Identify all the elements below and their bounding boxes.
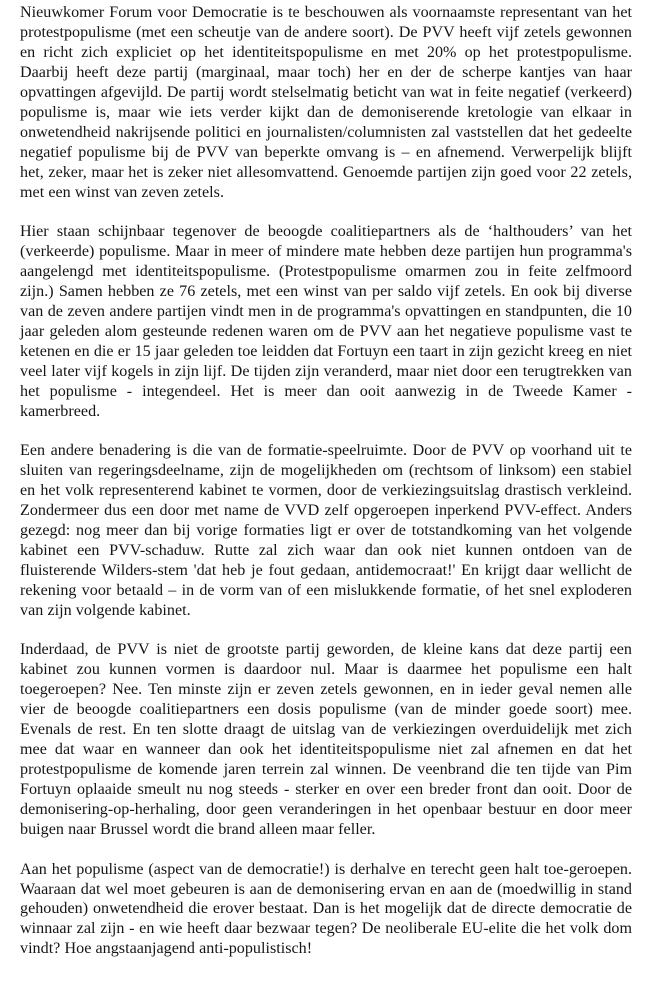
article-body bbox=[20, 3, 632, 959]
paragraph: Hier staan schijnbaar tegenover de beoogde coalitiepartners als de ‘halthouders’ van het (verkeerde) populisme. Maar in meer of mindere mate hebben deze partijen hun programma's aangelengd met identiteitspopulisme. (Protestpopulisme omarmen zou in feite zelfmoord zijn.) Samen hebben ze 76 zetels, met een winst van per saldo vijf zetels. En ook bij diverse van de zeven andere partijen vindt men in de programma's opvattingen en standpunten, die 10 jaar geleden alom gesteunde redenen waren om de PVV aan het negatieve populisme vast te ketenen en die er 15 jaar geleden toe leidden dat Fortuyn een taart in zijn gezicht kreeg en niet veel later vijf kogels in zijn lijf. De tijden zijn veranderd, maar niet door een terugtrekken van het populisme - integendeel. Het is meer dan ooit aanwezig in de Tweede Kamer - kamerbreed. bbox=[20, 223, 632, 420]
paragraph: Inderdaad, de PVV is niet de grootste partij geworden, de kleine kans dat deze partij een kabinet zou kunnen vormen is daardoor nul. Maar is daarmee het populisme een halt toegeroepen? Nee. Ten minste zijn er zeven zetels gewonnen, en in ieder geval nemen alle vier de beoogde coalitiepartners een dosis populisme (van de minder goede soort) mee. Evenals de rest. En ten slotte draagt de uitslag van de verkiezingen overduidelijk met zich mee dat waar en wanneer dan ook het identiteitspopulisme niet zal afnemen en dat het protestpopulisme de komende jaren terrein zal winnen. De veenbrand die ten tijde van Pim Fortuyn oplaaide smeult nu nog steeds - sterker en over een breder front dan ooit. Door de demonisering-op-herhaling, door geen veranderingen in het openbaar bestuur en door meer buigen naar Brussel wordt die brand alleen maar feller. bbox=[20, 641, 632, 838]
paragraph: Nieuwkomer Forum voor Democratie is te beschouwen als voornaamste representant van het protestpopulisme (met een scheutje van de andere soort). De PVV heeft vijf zetels gewonnen en richt zich expliciet op het identiteitspopulisme en met 20% op het protestpopulisme. Daarbij heeft deze partij (marginaal, maar toch) her en der de scherpe kantjes van haar opvattingen afgevijld. De partij wordt stelselmatig beticht van wat in feite negatief (verkeerd) populisme is, maar wie iets verder kijkt dan de demoniserende kretologie van elkaar in onwetendheid nakrijsende politici en journalisten/columnisten zal vaststellen dat het gedeelte negatief populisme bij de PVV van beperkte omvang is – en afnemend. Verwerpelijk blijft het, zeker, maar het is zeker niet allesomvattend. Genoemde partijen zijn goed voor 22 zetels, met een winst van zeven zetels. bbox=[20, 4, 632, 201]
paragraph: Aan het populisme (aspect van de democratie!) is derhalve en terecht geen halt toe-geroepen. Waaraan dat wel moet gebeuren is aan de demonisering ervan en aan de (moedwillig in stand gehouden) onwetendheid die erover bestaat. Dan is het mogelijk dat de directe democratie de winnaar zal zijn - en wie heeft daar bezwaar tegen? De neoliberale EU-elite die het volk dom vindt? Hoe angstaanjagend anti-populistisch! bbox=[20, 860, 632, 958]
paragraph: Een andere benadering is die van de formatie-speelruimte. Door de PVV op voorhand uit te sluiten van regeringsdeelname, zijn de mogelijkheden om (rechtsom of linksom) een stabiel en het volk representerend kabinet te vormen, door de verkiezingsuitslag drastisch verkleind. Zondermeer dus een door met name de VVD zelf opgeroepen inperkend PVV-effect. Anders gezegd: nog meer dan bij vorige formaties ligt er over de totstandkoming van het volgende kabinet een PVV-schaduw. Rutte zal zich waar dan ook niet kunnen ontdoen van de fluisterende Wilders-stem 'dat heb je fout gedaan, antidemocraat!' En krijgt daar wellicht de rekening voor betaald – in de vorm van of een mislukkende formatie, of het snel exploderen van zijn volgende kabinet. bbox=[20, 442, 632, 619]
